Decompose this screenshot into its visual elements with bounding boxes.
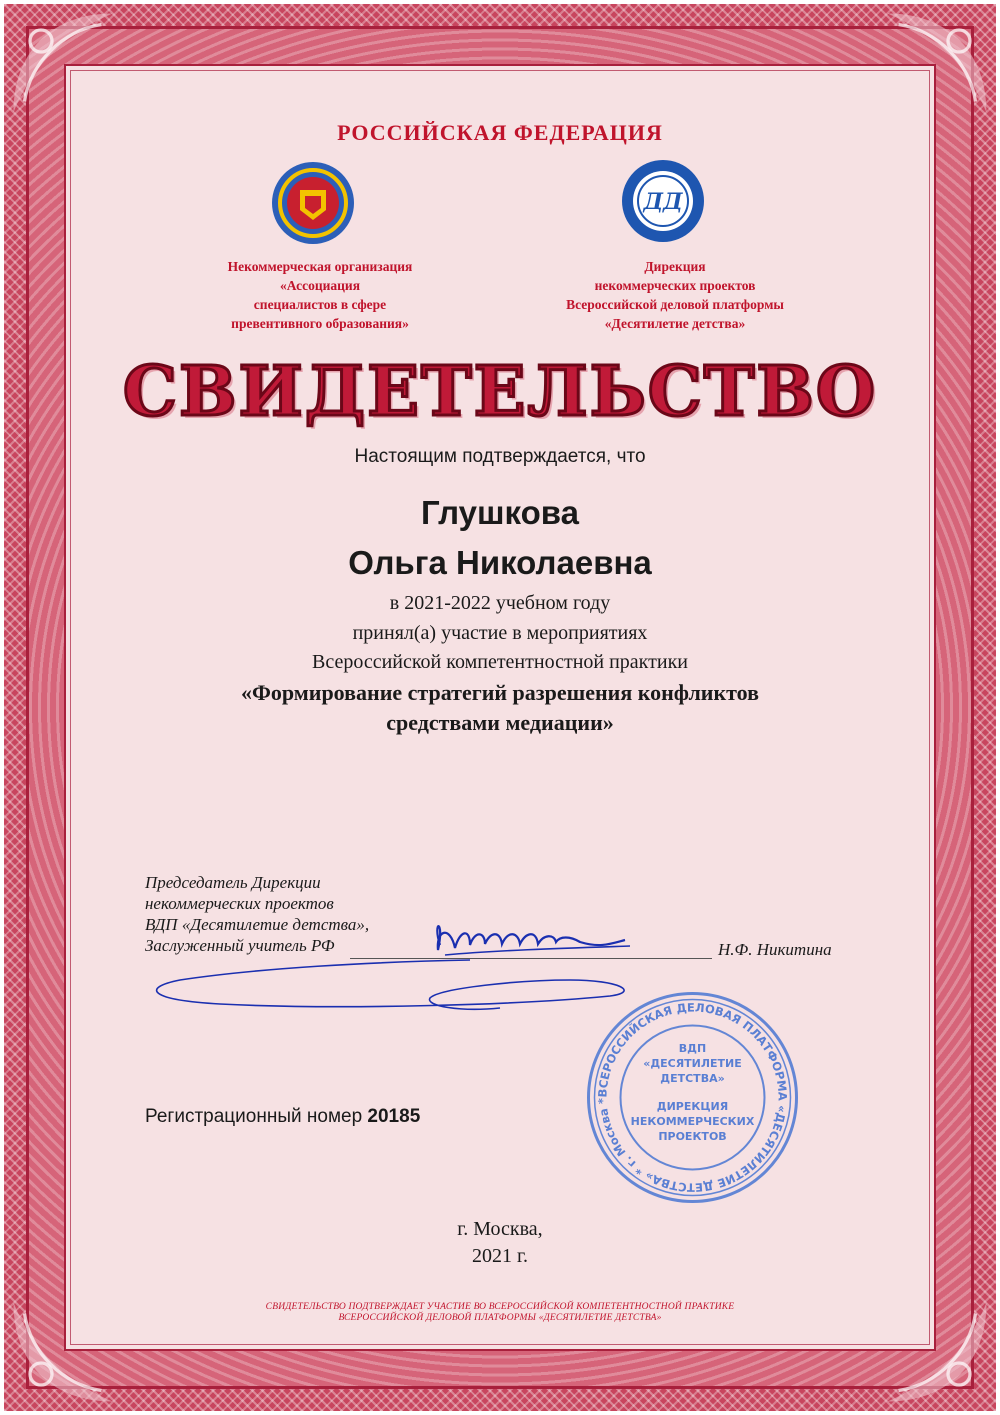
corner-ornament-top-left [8,8,118,118]
registration-number [145,1106,420,1128]
recipient-given-names: Ольга Николаевна [348,544,652,581]
dd-logo [620,158,706,244]
certificate-title: СВИДЕТЕЛЬСТВО [122,352,878,432]
footer-line-2: ВСЕРОССИЙСКОЙ ДЕЛОВОЙ ПЛАТФОРМЫ «ДЕСЯТИЛЕТИЕ ДЕТСТВА» [338,1313,662,1323]
org-right-caption [545,257,805,333]
event-title-line-2: средствами медиации» [386,710,614,735]
signatory-position-line: Заслуженный учитель РФ [145,936,335,955]
recipient-surname: Глушкова [421,494,579,531]
country-heading: РОССИЙСКАЯ ФЕДЕРАЦИЯ [337,120,663,145]
corner-ornament-top-right [882,8,992,118]
stamp-inner-line: ВДП [678,1042,707,1055]
stamp-inner-line: НЕКОММЕРЧЕСКИХ [630,1115,755,1128]
handwritten-signature [140,900,640,1030]
signatory-position-line: ВДП «Десятилетие детства», [145,915,370,934]
signatory-name: Н.Ф. Никитина [718,940,832,959]
registration-value: 20185 [367,1106,421,1127]
dd-logo-letters: ДД [643,189,683,215]
body-line-participation: принял(а) участие в мероприятиях [352,622,648,644]
official-stamp [585,990,800,1205]
stamp-outer-text: ВСЕРОССИЙСКАЯ ДЕЛОВАЯ ПЛАТФОРМА «ДЕСЯТИЛЕТИЕ ДЕТСТВА» * г. Москва * [595,1000,790,1195]
certificate-paper [64,64,936,1351]
org-right-line: Дирекция [644,259,706,274]
signatory-position-line: Председатель Дирекции [145,873,321,892]
signatory-position-line: некоммерческих проектов [145,894,334,913]
footer-line-1: СВИДЕТЕЛЬСТВО ПОДТВЕРЖДАЕТ УЧАСТИЕ ВО ВСЕРОССИЙСКОЙ КОМПЕТЕНТНОСТНОЙ ПРАКТИКЕ [265,1302,735,1312]
org-left-line: Некоммерческая организация [227,259,413,274]
org-right-line: Всероссийской деловой платформы [566,297,784,312]
org-left-line: превентивного образования» [231,316,409,331]
org-left-line: «Ассоциация [279,278,361,293]
registration-label: Регистрационный номер [145,1106,363,1127]
stamp-inner-line: ПРОЕКТОВ [658,1130,727,1143]
event-title-line-1: «Формирование стратегий разрешения конфликтов [240,680,759,705]
issue-city: г. Москва, [457,1218,543,1240]
stamp-inner-line: ДЕТСТВА» [660,1072,725,1085]
svg-text:ВСЕРОССИЙСКАЯ ДЕЛОВАЯ ПЛАТФОРМ [595,1000,789,1194]
org-right-line: некоммерческих проектов [594,278,756,293]
stamp-inner-line: ДИРЕКЦИЯ [656,1100,729,1113]
org-left-caption [200,257,440,333]
org-left-line: специалистов в сфере [253,297,387,312]
body-line-year: в 2021-2022 учебном году [389,592,611,614]
aspo-logo [270,160,356,246]
body-line-practice: Всероссийской компетентностной практики [311,651,688,673]
confirmation-text: Настоящим подтверждается, что [354,446,646,467]
issue-year: 2021 г. [472,1245,528,1267]
stamp-inner-line: «ДЕСЯТИЛЕТИЕ [643,1057,742,1070]
org-right-line: «Десятилетие детства» [604,316,746,331]
